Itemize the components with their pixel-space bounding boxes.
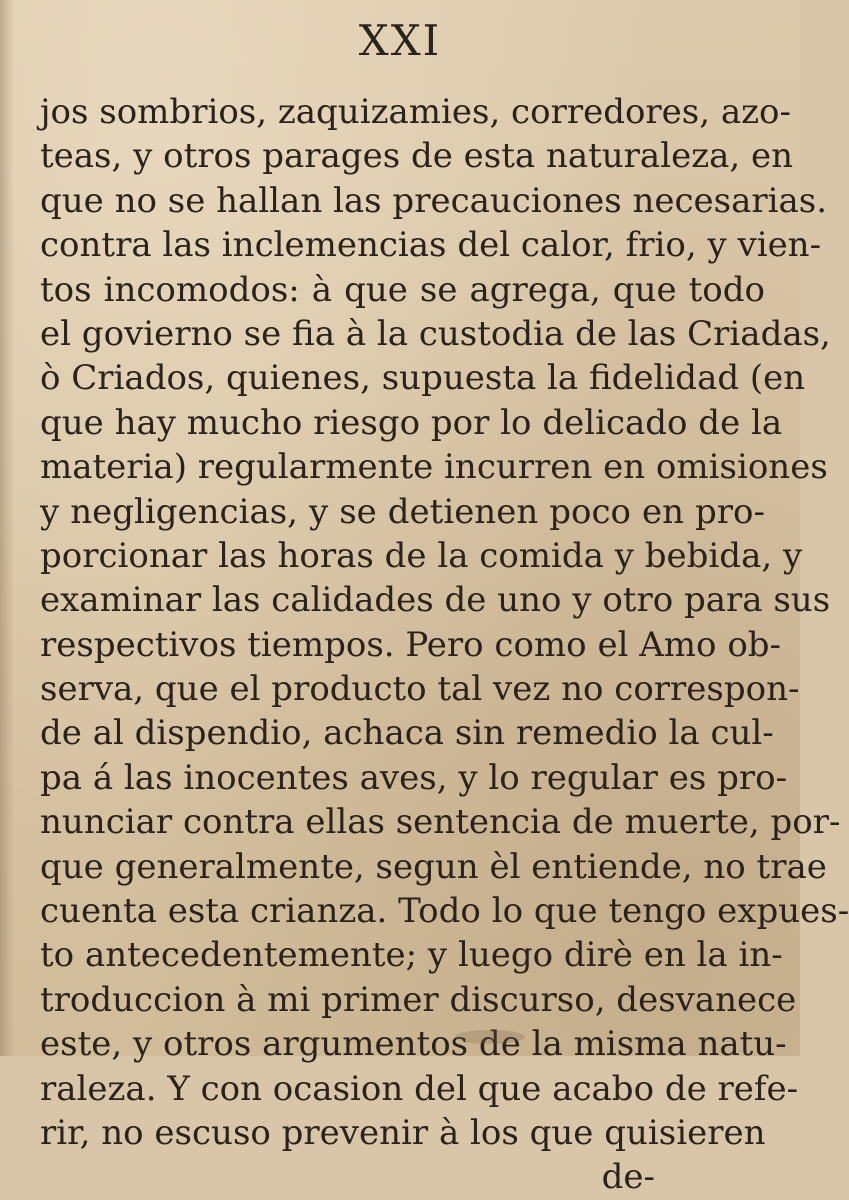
text-line: examinar las calidades de uno y otro para sus — [40, 580, 831, 621]
catchword: de- — [601, 1157, 655, 1198]
text-line: tos incomodos: à que se agrega, que todo — [40, 269, 765, 310]
text-line: que generalmente, segun èl entiende, no trae — [40, 846, 827, 887]
ink-smudge — [455, 1030, 525, 1044]
text-line: ò Criados, quienes, supuesta la fidelidad (en — [40, 358, 806, 399]
text-line: rir, no escuso prevenir à los que quisieren — [40, 1112, 766, 1153]
text-line: cuenta esta crianza. Todo lo que tengo expues- — [40, 891, 849, 932]
text-line: porcionar las horas de la comida y bebida, y — [40, 535, 803, 576]
text-line: contra las inclemencias del calor, frio, y vien- — [40, 225, 822, 266]
text-line: de al dispendio, achaca sin remedio la cul- — [40, 713, 774, 754]
text-line: to antecedentemente; y luego dirè en la in- — [40, 935, 783, 976]
text-line: jos sombrios, zaquizamies, corredores, azo- — [40, 92, 792, 132]
page-number-header: XXI — [358, 16, 442, 65]
text-line: respectivos tiempos. Pero como el Amo ob- — [40, 624, 782, 665]
text-line: raleza. Y con ocasion del que acabo de refe- — [40, 1068, 799, 1109]
body-text — [40, 90, 849, 1200]
text-line: serva, que el producto tal vez no correspon- — [40, 669, 800, 710]
text-line: que hay mucho riesgo por lo delicado de la — [40, 402, 783, 443]
text-line: y negligencias, y se detienen poco en pro- — [40, 491, 765, 532]
text-line: el govierno se fia à la custodia de las Criadas, — [40, 313, 831, 354]
text-line: teas, y otros parages de esta naturaleza, en — [40, 136, 794, 177]
text-line: troduccion à mi primer discurso, desvanece — [40, 979, 797, 1020]
text-line: este, y otros argumentos de la misma natu- — [40, 1024, 787, 1065]
page-binding-shadow — [0, 0, 14, 1056]
text-line: pa á las inocentes aves, y lo regular es pro- — [40, 757, 788, 798]
text-line: que no se hallan las precauciones necesarias. — [40, 180, 827, 221]
text-line: nunciar contra ellas sentencia de muerte, por- — [40, 802, 841, 843]
text-line: materia) regularmente incurren en omisiones — [40, 447, 828, 488]
